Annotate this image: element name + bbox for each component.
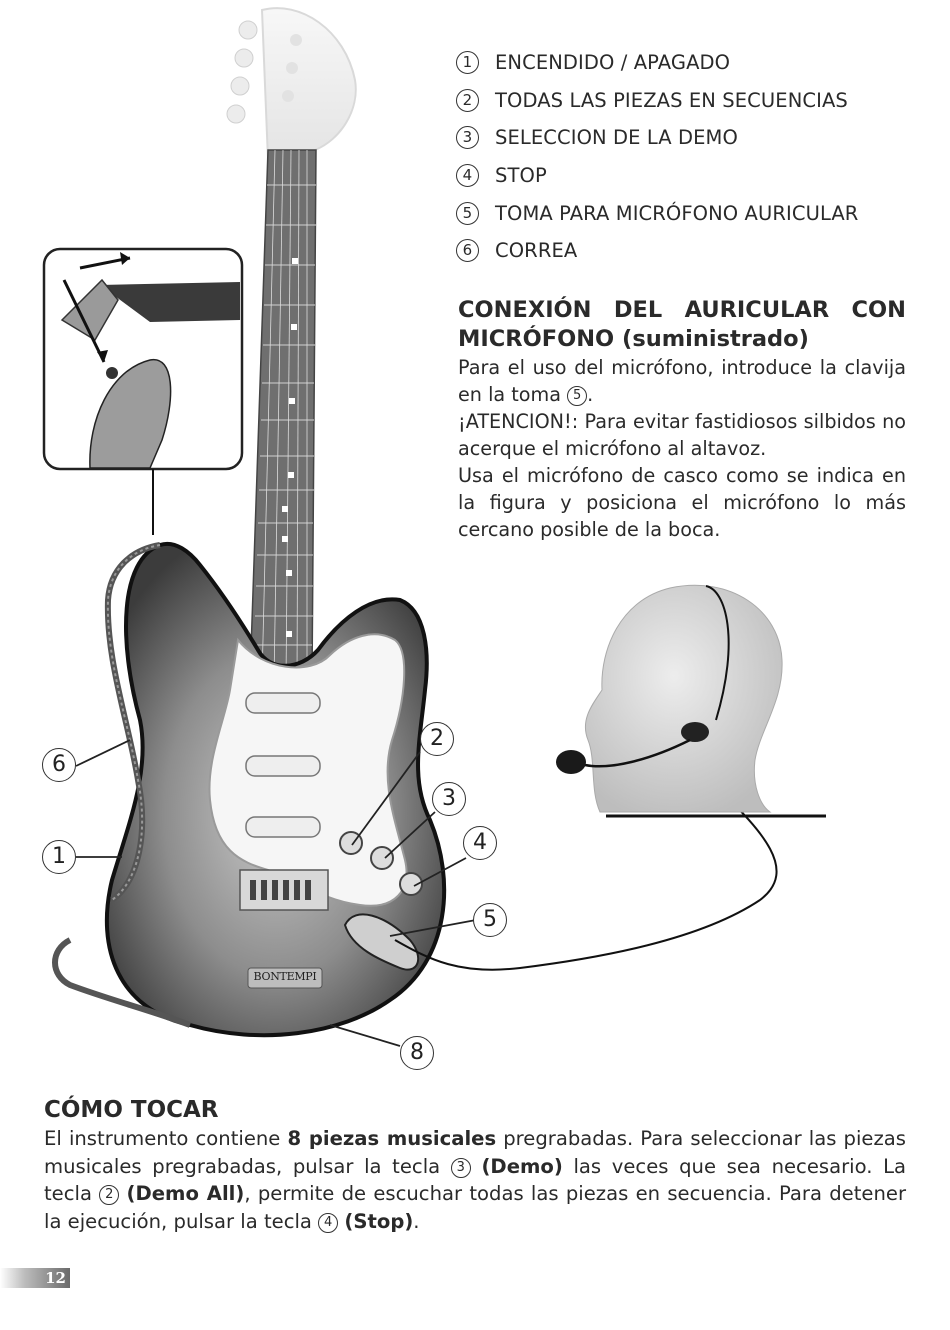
guitar-neck [250, 150, 316, 680]
legend-number: 1 [456, 51, 479, 74]
inline-number: 4 [318, 1213, 338, 1233]
howto-bold: (Demo) [481, 1154, 563, 1178]
mic-paragraph-2: ¡ATENCION!: Para evitar fastidiosos silbidos no acerque el micrófono al altavoz. [458, 410, 906, 460]
howto-title: CÓMO TOCAR [44, 1097, 219, 1123]
mic-paragraph-3: Usa el micrófono de casco como se indica en la figura y posiciona el micrófono lo más cercano posible de la boca. [458, 464, 906, 541]
legend-label: TODAS LAS PIEZAS EN SECUENCIAS [495, 88, 848, 112]
mic-section-title [458, 296, 906, 354]
page-number-tab [0, 1268, 70, 1288]
inline-number: 2 [99, 1185, 119, 1205]
callout-3: 3 [432, 782, 466, 816]
brand-label: BONTEMPI [253, 970, 317, 983]
callout-5: 5 [473, 903, 507, 937]
legend-item [456, 194, 926, 232]
guitar-headstock [227, 8, 356, 160]
legend-label: CORREA [495, 239, 578, 263]
legend-number: 6 [456, 239, 479, 262]
mic-title-main: CONEXIÓN DEL AURICULAR CON MICRÓFONO [458, 297, 906, 352]
callout-6: 6 [42, 748, 76, 782]
strap-inset [44, 249, 242, 535]
mic-section [458, 296, 906, 543]
callout-1: 1 [42, 840, 76, 874]
mic-title-sub: (suministrado) [622, 326, 809, 352]
howto-bold: (Demo All) [126, 1182, 245, 1206]
mic-paragraph-1 [458, 354, 906, 408]
howto-text: , permite de escuchar todas las piezas en secuencia. Para detener la ejecución, pulsar la tecla [44, 1182, 907, 1233]
callout-2: 2 [420, 722, 454, 756]
howto-text: . [413, 1209, 420, 1233]
howto-section [44, 1096, 906, 1235]
legend-label: STOP [495, 164, 547, 188]
inline-number: 3 [451, 1158, 471, 1178]
page-number: 12 [45, 1269, 66, 1287]
howto-bold: 8 piezas musicales [287, 1127, 497, 1150]
inline-number: 5 [567, 386, 587, 406]
legend-number: 2 [456, 89, 479, 112]
howto-text: pregrabadas. Para seleccionar las piezas musicales pregrabadas, pulsar la tecla [44, 1127, 906, 1178]
head-illustration [556, 585, 826, 816]
legend-number: 4 [456, 164, 479, 187]
legend-item [456, 44, 926, 82]
howto-text: El instrumento contiene [44, 1127, 281, 1150]
callout-8: 8 [400, 1036, 434, 1070]
legend-number: 3 [456, 126, 479, 149]
legend-label: SELECCION DE LA DEMO [495, 126, 738, 150]
callout-4: 4 [463, 826, 497, 860]
legend-list [456, 44, 926, 270]
legend-label: ENCENDIDO / APAGADO [495, 51, 731, 75]
howto-text: las veces que sea necesario. La tecla [44, 1154, 907, 1206]
legend-item [456, 157, 926, 195]
legend-item [456, 119, 926, 157]
legend-item [456, 82, 926, 120]
legend-label: TOMA PARA MICRÓFONO AURICULAR [495, 201, 859, 225]
howto-paragraph [44, 1125, 906, 1235]
legend-number: 5 [456, 202, 479, 225]
mic-p1-end: . [587, 383, 594, 406]
mic-p1-text: Para el uso del micrófono, introduce la clavija en la toma [458, 356, 906, 406]
howto-bold: (Stop) [344, 1209, 414, 1233]
legend-item [456, 232, 926, 270]
